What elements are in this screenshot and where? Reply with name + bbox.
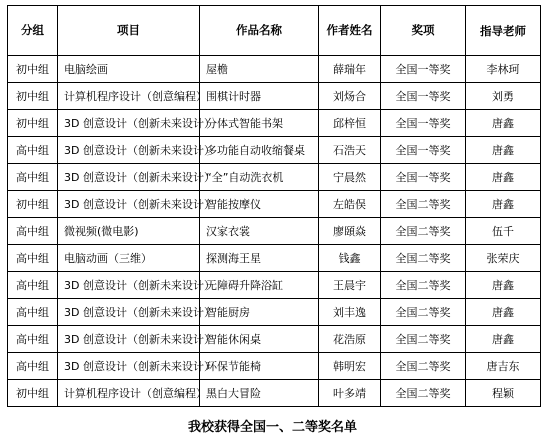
- cell-work-name: 智能厨房: [200, 299, 319, 326]
- cell-group: 高中组: [8, 299, 58, 326]
- cell-group: 高中组: [8, 218, 58, 245]
- cell-award: 全国二等奖: [381, 191, 466, 218]
- cell-instructor: 唐鑫: [466, 326, 541, 353]
- cell-project: 计算机程序设计（创意编程）: [58, 380, 200, 407]
- cell-author: 王晨宇: [319, 272, 381, 299]
- cell-author: 左皓俣: [319, 191, 381, 218]
- table-row: [8, 56, 541, 83]
- cell-instructor: 唐鑫: [466, 299, 541, 326]
- cell-group: 高中组: [8, 326, 58, 353]
- cell-project: 微视频(微电影): [58, 218, 200, 245]
- cell-work-name: 智能按摩仪: [200, 191, 319, 218]
- cell-award: 全国二等奖: [381, 353, 466, 380]
- cell-instructor: 唐吉东: [466, 353, 541, 380]
- cell-project: 3D 创意设计（创新未来设计）: [58, 353, 200, 380]
- cell-project: 电脑动画（三维）: [58, 245, 200, 272]
- cell-author: 廖頣焱: [319, 218, 381, 245]
- cell-project: 3D 创意设计（创新未来设计）: [58, 110, 200, 137]
- cell-work-name: 汉家衣裳: [200, 218, 319, 245]
- cell-award: 全国二等奖: [381, 272, 466, 299]
- cell-work-name: 黑白大冒险: [200, 380, 319, 407]
- cell-work-name: 分体式智能书架: [200, 110, 319, 137]
- table-row: [8, 353, 541, 380]
- cell-instructor: 唐鑫: [466, 110, 541, 137]
- cell-project: 3D 创意设计（创新未来设计）: [58, 272, 200, 299]
- cell-award: 全国一等奖: [381, 83, 466, 110]
- table-row: [8, 191, 541, 218]
- cell-group: 高中组: [8, 137, 58, 164]
- cell-work-name: 无障碍升降浴缸: [200, 272, 319, 299]
- cell-work-name: 环保节能椅: [200, 353, 319, 380]
- table-caption: 我校获得全国一、二等奖名单: [187, 420, 357, 435]
- table-row: [8, 110, 541, 137]
- table-body: [8, 56, 541, 407]
- header-award: 奖项: [381, 6, 466, 56]
- table-row: [8, 83, 541, 110]
- cell-author: 石浩天: [319, 137, 381, 164]
- cell-group: 初中组: [8, 83, 58, 110]
- cell-group: 高中组: [8, 353, 58, 380]
- cell-project: 3D 创意设计（创新未来设计）: [58, 164, 200, 191]
- cell-project: 3D 创意设计（创新未来设计）: [58, 299, 200, 326]
- header-row: [8, 6, 541, 56]
- cell-award: 全国二等奖: [381, 380, 466, 407]
- cell-work-name: 智能休闲桌: [200, 326, 319, 353]
- cell-group: 初中组: [8, 110, 58, 137]
- award-table: [7, 5, 541, 407]
- award-table-container: [7, 5, 540, 407]
- table-row: [8, 164, 541, 191]
- cell-instructor: 唐鑫: [466, 164, 541, 191]
- table-row: [8, 380, 541, 407]
- header-group: 分组: [8, 6, 58, 56]
- cell-group: 高中组: [8, 272, 58, 299]
- cell-group: 高中组: [8, 245, 58, 272]
- cell-project: 电脑绘画: [58, 56, 200, 83]
- cell-award: 全国二等奖: [381, 218, 466, 245]
- table-row: [8, 272, 541, 299]
- table-row: [8, 218, 541, 245]
- cell-project: 3D 创意设计（创新未来设计）: [58, 191, 200, 218]
- cell-author: 叶多靖: [319, 380, 381, 407]
- cell-award: 全国一等奖: [381, 137, 466, 164]
- cell-instructor: 唐鑫: [466, 272, 541, 299]
- cell-project: 计算机程序设计（创意编程）: [58, 83, 200, 110]
- cell-instructor: 唐鑫: [466, 191, 541, 218]
- cell-author: 薛瑞年: [319, 56, 381, 83]
- cell-group: 高中组: [8, 164, 58, 191]
- cell-group: 初中组: [8, 380, 58, 407]
- cell-author: 刘丰逸: [319, 299, 381, 326]
- cell-award: 全国二等奖: [381, 245, 466, 272]
- cell-work-name: “全”自动洗衣机: [200, 164, 319, 191]
- cell-group: 初中组: [8, 191, 58, 218]
- header-instructor: 指导老师: [466, 6, 541, 56]
- cell-work-name: 探测海王星: [200, 245, 319, 272]
- cell-award: 全国一等奖: [381, 164, 466, 191]
- cell-instructor: 唐鑫: [466, 137, 541, 164]
- cell-award: 全国二等奖: [381, 326, 466, 353]
- table-row: [8, 245, 541, 272]
- cell-award: 全国一等奖: [381, 56, 466, 83]
- cell-work-name: 多功能自动收缩餐桌: [200, 137, 319, 164]
- cell-author: 韩明宏: [319, 353, 381, 380]
- cell-author: 花浩原: [319, 326, 381, 353]
- header-author: 作者姓名: [319, 6, 381, 56]
- header-project: 项目: [58, 6, 200, 56]
- cell-author: 邱梓恒: [319, 110, 381, 137]
- cell-author: 钱鑫: [319, 245, 381, 272]
- cell-author: 刘炀合: [319, 83, 381, 110]
- cell-instructor: 张荣庆: [466, 245, 541, 272]
- cell-project: 3D 创意设计（创新未来设计）: [58, 326, 200, 353]
- cell-award: 全国一等奖: [381, 110, 466, 137]
- cell-award: 全国二等奖: [381, 299, 466, 326]
- cell-group: 初中组: [8, 56, 58, 83]
- cell-instructor: 程颖: [466, 380, 541, 407]
- cell-work-name: 屋檐: [200, 56, 319, 83]
- cell-author: 宁晨然: [319, 164, 381, 191]
- table-row: [8, 299, 541, 326]
- cell-instructor: 伍千: [466, 218, 541, 245]
- cell-project: 3D 创意设计（创新未来设计）: [58, 137, 200, 164]
- table-row: [8, 137, 541, 164]
- cell-work-name: 围棋计时器: [200, 83, 319, 110]
- table-row: [8, 326, 541, 353]
- cell-instructor: 李林珂: [466, 56, 541, 83]
- cell-instructor: 刘勇: [466, 83, 541, 110]
- header-work-name: 作品名称: [200, 6, 319, 56]
